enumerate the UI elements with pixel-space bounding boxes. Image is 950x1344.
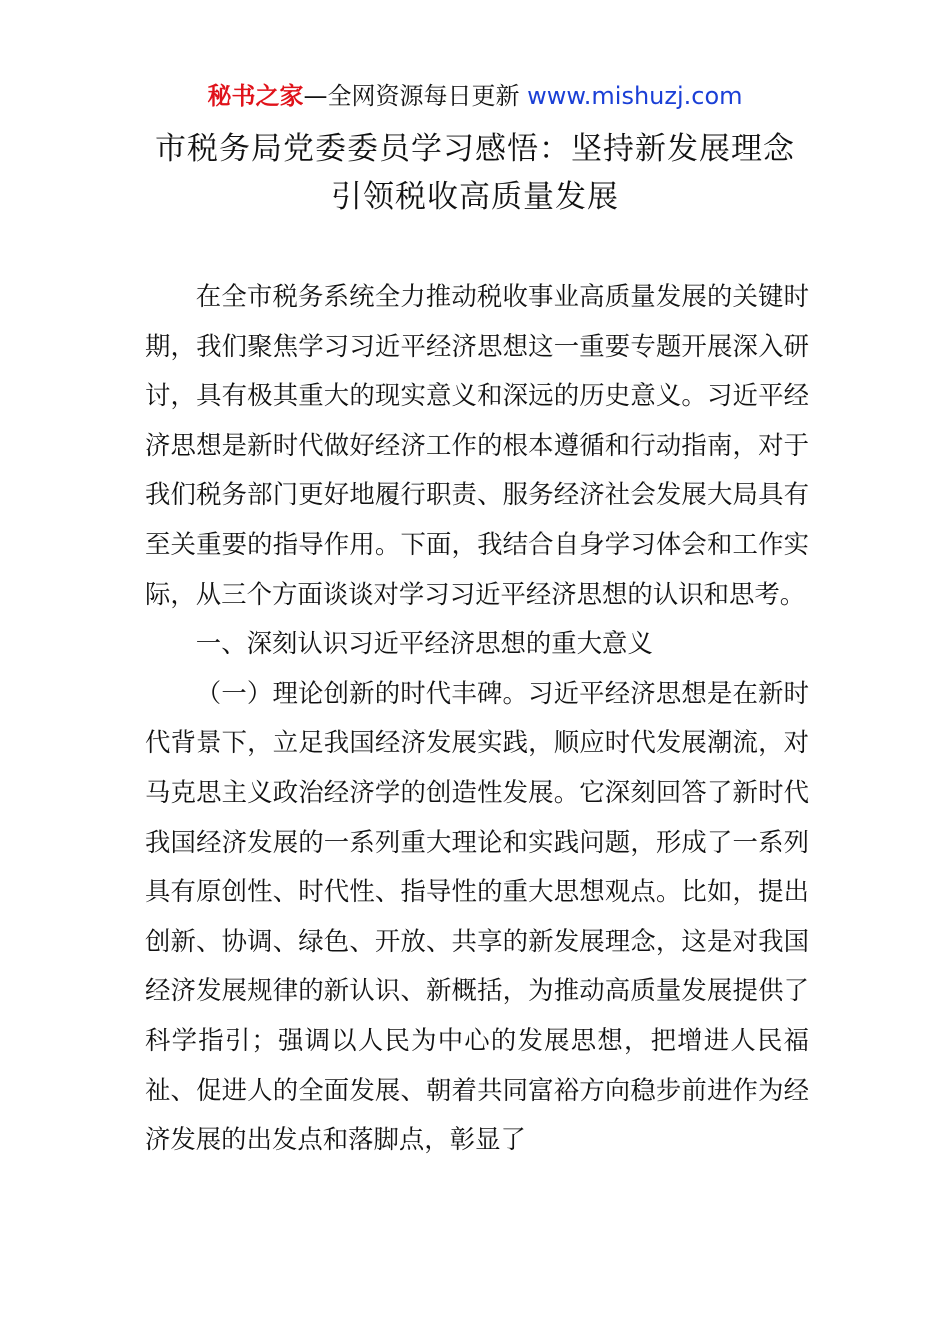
title-line-2: 引领税收高质量发展: [331, 179, 619, 215]
banner-site-url[interactable]: www.mishuzj.com: [527, 82, 743, 110]
section-heading-1: 一、深刻认识习近平经济思想的重大意义: [195, 628, 653, 659]
banner-brand: 秘书之家: [207, 82, 304, 110]
document-body: [145, 272, 809, 1165]
title-line-1: 市税务局党委委员学习感悟：坚持新发展理念: [155, 131, 795, 167]
watermark-banner: [0, 80, 950, 112]
paragraph-intro: 在全市税务系统全力推动税收事业高质量发展的关键时期，我们聚焦学习习近平经济思想这一重要专题开展深入研讨，具有极其重大的现实意义和深远的历史意义。习近平经济思想是新时代做好经济工作的根本遵循和行动指南，对于我们税务部门更好地履行职责、服务经济社会发展大局具有至关重要的指导作用。下面，我结合自身学习体会和工作实际，从三个方面谈谈对学习习近平经济思想的认识和思考。: [145, 281, 809, 609]
banner-slogan: —全网资源每日更新: [303, 82, 528, 110]
paragraph-section-1-1: （一）理论创新的时代丰碑。习近平经济思想是在新时代背景下，立足我国经济发展实践，顺应时代发展潮流，对马克思主义政治经济学的创造性发展。它深刻回答了新时代我国经济发展的一系列重大理论和实践问题，形成了一系列具有原创性、时代性、指导性的重大思想观点。比如，提出创新、协调、绿色、开放、共享的新发展理念，这是对我国经济发展规律的新认识、新概括，为推动高质量发展提供了科学指引；强调以人民为中心的发展思想，把增进人民福祉、促进人的全面发展、朝着共同富裕方向稳步前进作为经济发展的出发点和落脚点，彰显了: [145, 677, 809, 1155]
document-title: [0, 125, 950, 221]
